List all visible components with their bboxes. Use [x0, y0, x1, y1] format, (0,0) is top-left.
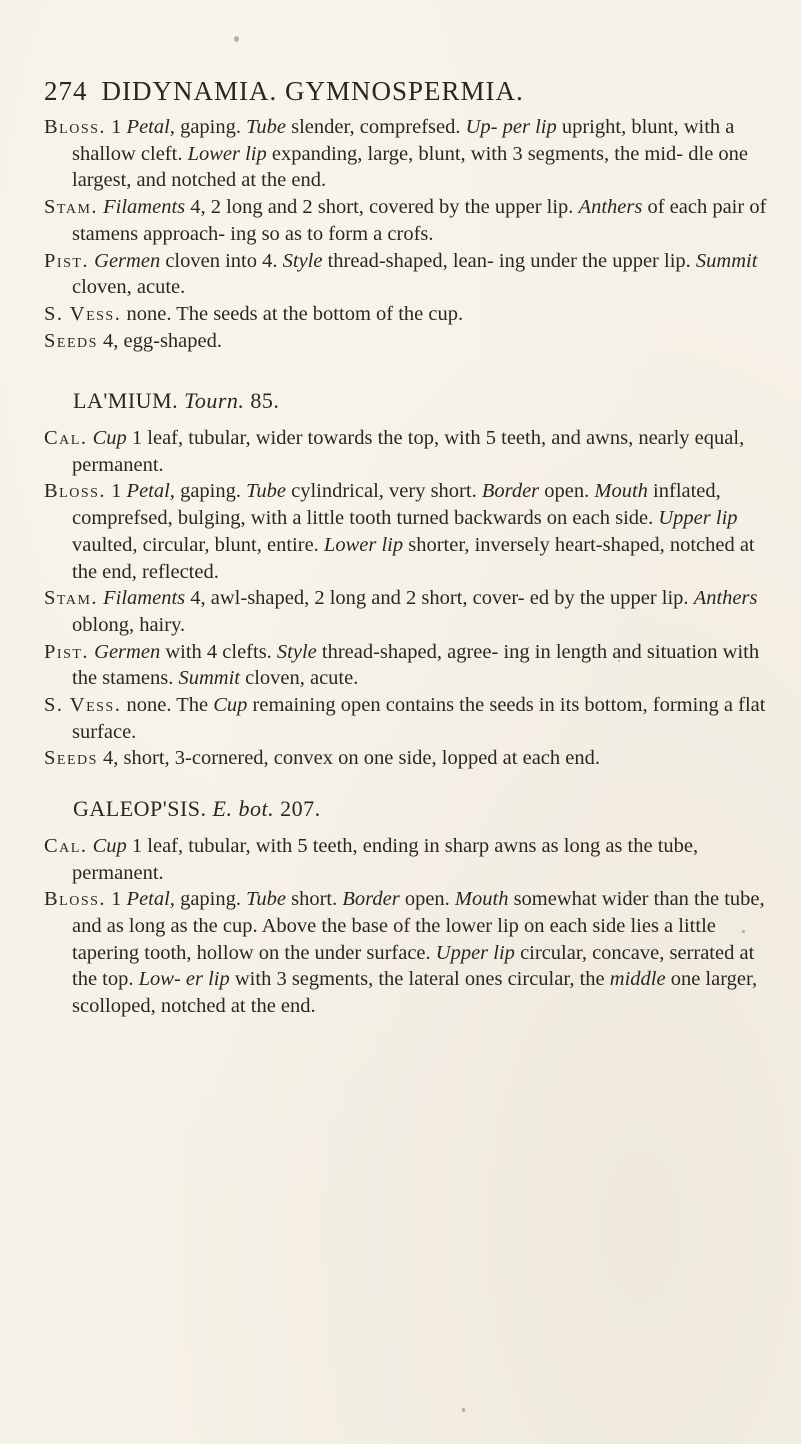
italic-term: Mouth [594, 480, 648, 503]
section-gap [44, 772, 774, 796]
italic-term: Lower lip [323, 533, 404, 556]
paper-speck [742, 930, 745, 933]
part-label: Pist. [44, 249, 90, 272]
description-text: 1 [106, 888, 127, 911]
description-text: short. [285, 888, 343, 911]
description-paragraph [44, 328, 774, 355]
description-text: cloven, acute. [239, 667, 359, 690]
italic-term: Style [282, 249, 323, 272]
description-text: upright, blunt, with a shallow cleft. [72, 116, 735, 165]
italic-term: Tube [246, 480, 286, 503]
description-paragraph [44, 692, 774, 745]
italic-term: Tube [246, 116, 286, 138]
part-label: Bloss. [44, 480, 107, 503]
italic-term: Anthers [578, 196, 643, 219]
description-text: with 3 segments, the lateral ones circular, the [229, 968, 610, 991]
description-text: shorter, inversely heart-shaped, notched at the end, reflected. [72, 533, 755, 583]
description-text: thread-shaped, lean- ing under the upper lip. [322, 249, 696, 272]
genus-number: 207. [280, 796, 321, 822]
description-paragraph [44, 639, 774, 692]
description-text: of each pair of stamens approach- ing so as to form a crofs. [72, 196, 767, 245]
description-paragraph [44, 425, 774, 478]
part-label: S. Vess. [44, 302, 122, 325]
page-number: 274 [44, 76, 88, 106]
italic-term: Petal, [126, 116, 175, 138]
description-text: with 4 clefts. [160, 640, 277, 663]
part-label: Cal. [44, 834, 88, 857]
italic-term: Summit [178, 667, 240, 690]
description-text: thread-shaped, agree- ing in length and situation with the stamens. [72, 640, 760, 690]
italic-term: Filaments [103, 196, 186, 219]
description-text: oblong, hairy. [72, 613, 186, 636]
section-gap [44, 354, 774, 388]
description-text: 4, awl-shaped, 2 long and 2 short, cover- ed by the upper lip. [185, 587, 694, 610]
part-label: Pist. [44, 640, 90, 663]
part-label: Seeds [44, 329, 98, 352]
italic-term: Lower lip [187, 142, 267, 165]
italic-term: Anthers [693, 587, 758, 610]
italic-term: Filaments [103, 587, 186, 610]
description-text: one larger, scolloped, notched at the end. [72, 968, 758, 1018]
italic-term: Style [276, 640, 317, 663]
description-text: somewhat wider than the tube, and as long as the cup. Above the base of the lower lip on each side lies a little tapering tooth, hollow on the under surface. [72, 888, 765, 964]
description-text: 1 [106, 480, 127, 503]
italic-term: Petal, [126, 480, 175, 503]
description-text: 1 [106, 116, 127, 138]
description-text: 1 leaf, tubular, with 5 teeth, ending in sharp awns as long as the tube, permanent. [72, 834, 699, 884]
italic-term: Border [342, 888, 400, 911]
running-header [44, 76, 524, 107]
description-paragraph [44, 301, 774, 328]
description-text: gaping. [174, 116, 247, 138]
description-paragraph [44, 248, 774, 301]
italic-term: Summit [695, 249, 758, 272]
description-text: open. [539, 480, 595, 503]
description-text: circular, concave, serrated at the top. [72, 941, 755, 991]
heading-gap [44, 823, 774, 833]
genus-name: GALEOP'SIS. [73, 796, 207, 822]
genus-author: Tourn. [184, 388, 245, 414]
description-text: open. [399, 888, 455, 911]
italic-term: Mouth [454, 888, 509, 911]
page-body [44, 114, 774, 1020]
part-label: Cal. [44, 427, 88, 450]
description-text: cloven, acute. [72, 276, 186, 299]
description-text: expanding, large, blunt, with 3 segments, the mid- dle one largest, and notched at the end. [72, 142, 749, 192]
description-paragraph [44, 745, 774, 772]
description-text: gaping. [174, 480, 247, 503]
italic-term: Cup [92, 834, 127, 857]
part-label: S. Vess. [44, 694, 122, 717]
description-paragraph [44, 194, 774, 247]
italic-term: Upper lip [435, 941, 515, 964]
description-text: none. The [121, 694, 214, 717]
description-text: slender, comprefsed. [285, 116, 466, 138]
part-label: Stam. [44, 587, 99, 610]
part-label: Bloss. [44, 888, 107, 911]
description-text: cloven into 4. [160, 249, 283, 272]
paper-speck [618, 660, 620, 662]
description-text: 4, egg-shaped. [97, 329, 223, 352]
description-text: 1 leaf, tubular, wider towards the top, with 5 teeth, and awns, nearly equal, permanent. [72, 427, 745, 476]
italic-term: Low- er lip [138, 968, 230, 991]
description-paragraph [44, 886, 774, 1020]
italic-term: Up- per lip [465, 116, 557, 138]
paper-speck [234, 36, 239, 42]
italic-term: Cup [213, 694, 248, 717]
part-label: Seeds [44, 747, 98, 770]
description-text: inflated, comprefsed, bulging, with a little tooth turned backwards on each side. [72, 480, 721, 530]
genus-number: 85. [250, 388, 280, 414]
running-title: DIDYNAMIA. GYMNOSPERMIA. [101, 76, 524, 106]
italic-term: middle [609, 968, 666, 991]
description-text: vaulted, circular, blunt, entire. [72, 533, 324, 556]
description-text: cylindrical, very short. [285, 480, 482, 503]
italic-term: Tube [246, 888, 286, 911]
heading-gap [44, 415, 774, 425]
description-paragraph [44, 478, 774, 585]
genus-name: LA'MIUM. [73, 388, 179, 414]
description-paragraph [44, 114, 774, 194]
italic-term: Cup [92, 427, 127, 450]
italic-term: Germen [94, 640, 161, 663]
genus-heading [44, 796, 774, 823]
description-text: 4, 2 long and 2 short, covered by the upper lip. [185, 196, 579, 219]
description-text: gaping. [174, 888, 247, 911]
description-text: 4, short, 3-cornered, convex on one side, lopped at each end. [97, 747, 600, 770]
italic-term: Germen [94, 249, 161, 272]
description-paragraph [44, 585, 774, 638]
part-label: Bloss. [44, 116, 107, 138]
italic-term: Upper lip [658, 507, 738, 530]
description-text: remaining open contains the seeds in its bottom, forming a flat surface. [72, 694, 766, 743]
paper-speck [462, 1408, 465, 1412]
part-label: Stam. [44, 196, 99, 219]
genus-heading [44, 388, 774, 415]
italic-term: Petal, [126, 888, 175, 911]
description-text: none. The seeds at the bottom of the cup. [121, 302, 464, 325]
description-paragraph [44, 833, 774, 886]
genus-author: E. bot. [212, 796, 275, 822]
italic-term: Border [481, 480, 540, 503]
